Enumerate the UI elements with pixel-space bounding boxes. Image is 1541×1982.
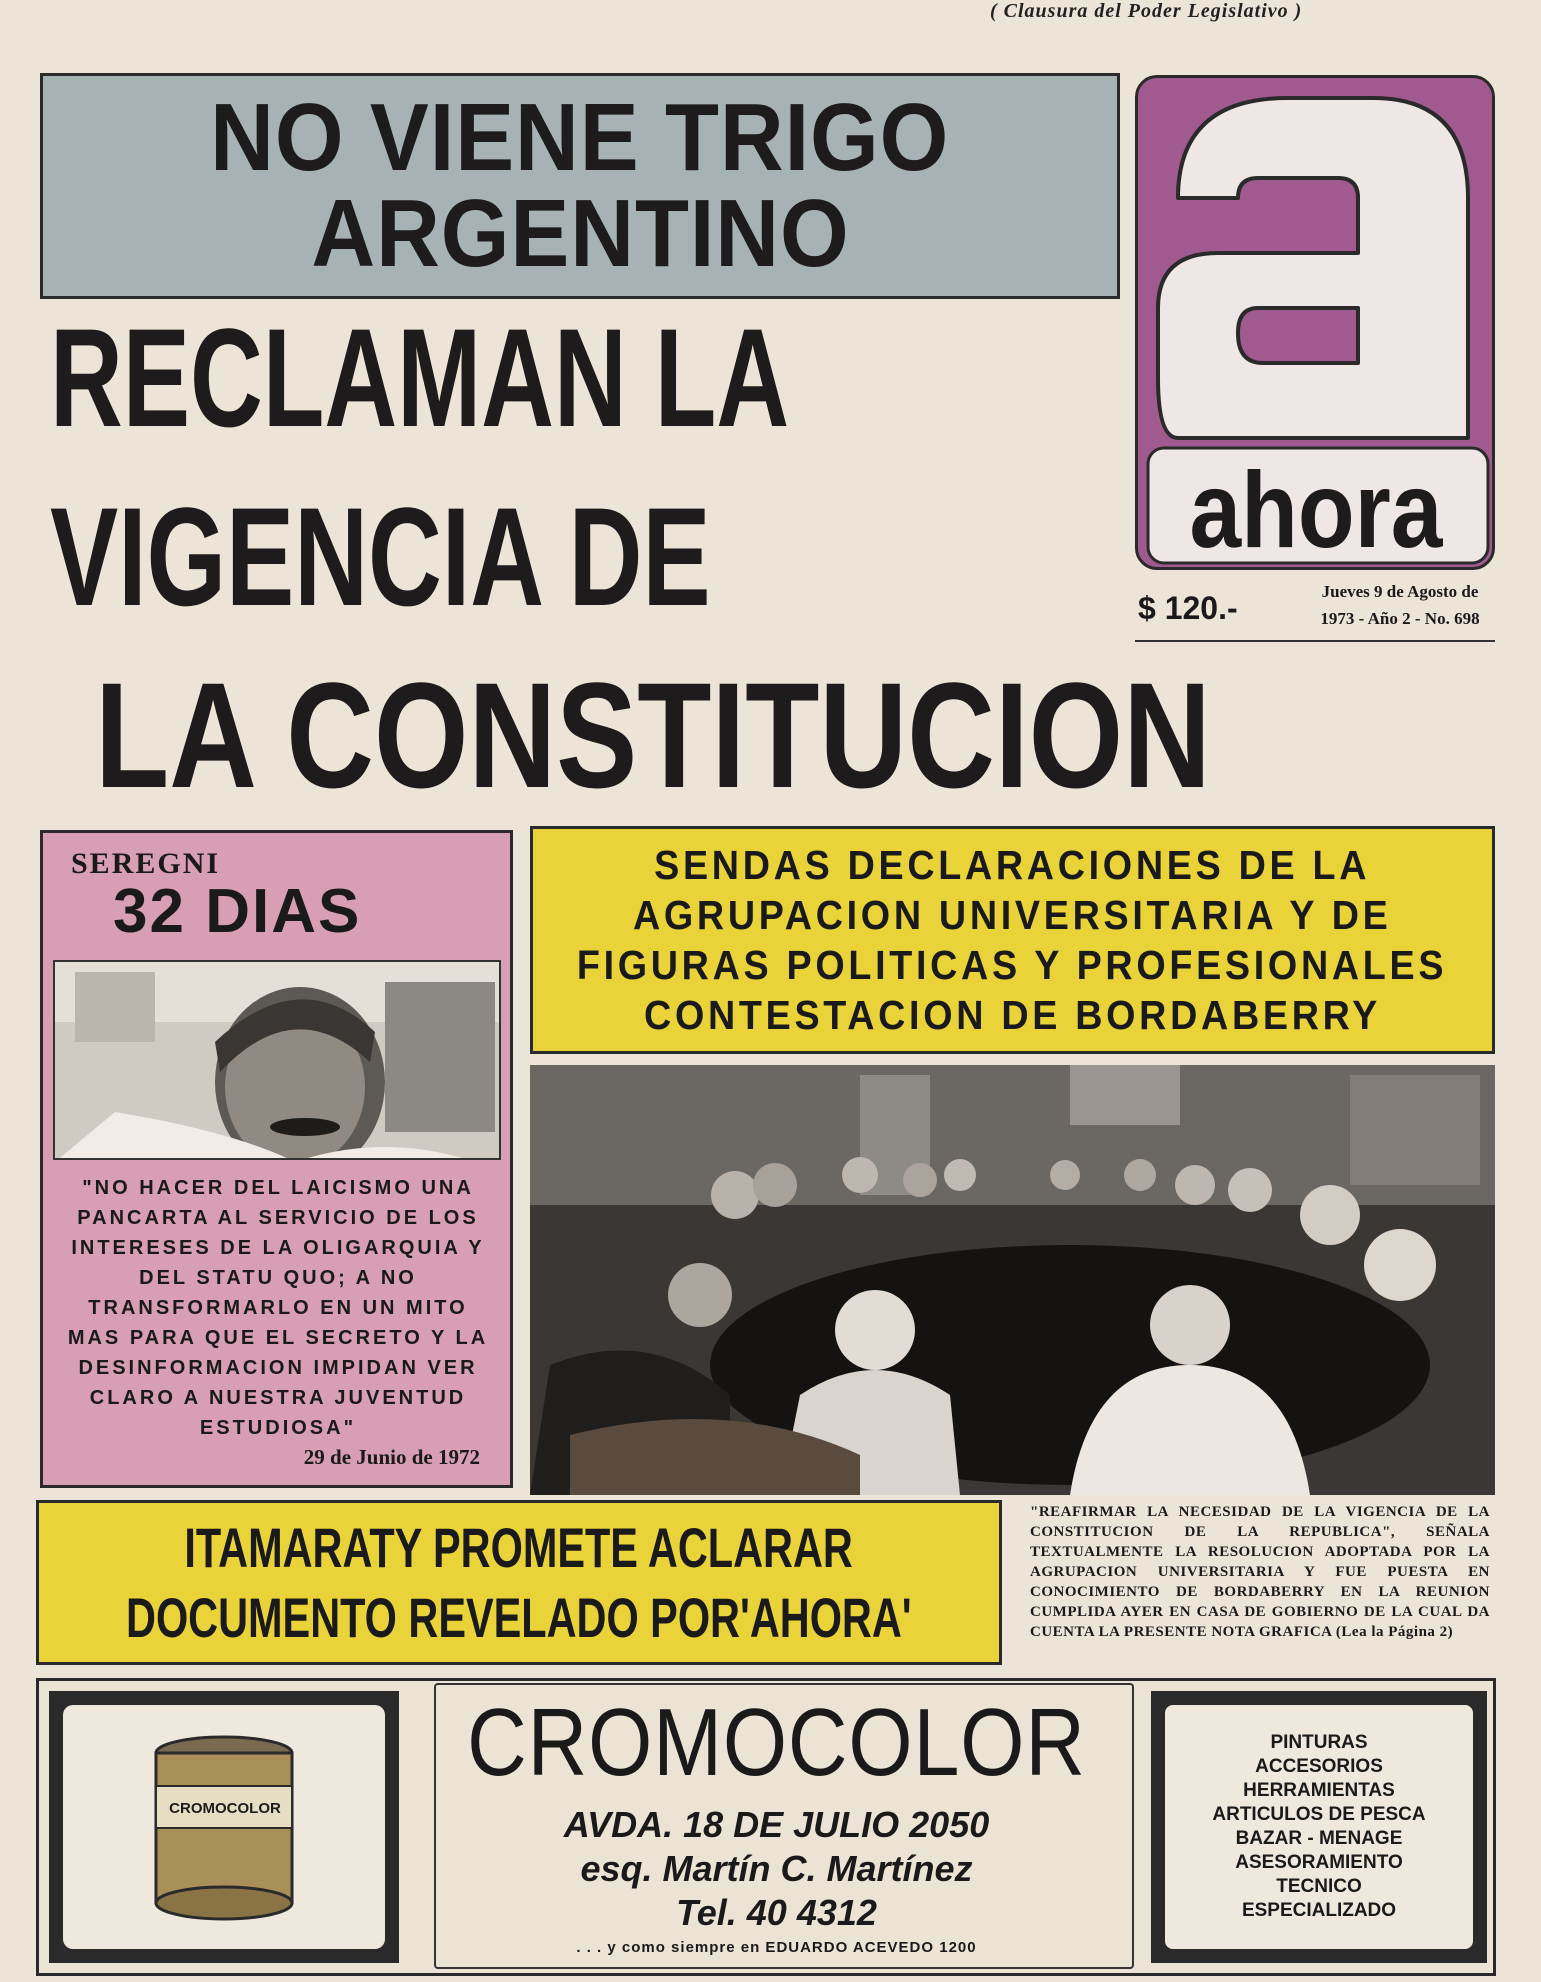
service-item: HERRAMIENTAS <box>1243 1780 1395 1801</box>
ad-address-line-1: AVDA. 18 DE JULIO 2050 <box>563 1804 990 1845</box>
main-headline-line-3: LA CONSTITUCION <box>95 651 1211 819</box>
service-item: ASESORAMIENTO <box>1235 1852 1403 1873</box>
issue-date-line-2: 1973 - Año 2 - No. 698 <box>1320 609 1480 628</box>
ad-brand: CROMOCOLOR <box>467 1689 1086 1796</box>
seregni-box <box>40 830 513 1488</box>
top-strip-text: ( Clausura del Poder Legislativo ) <box>990 0 1303 22</box>
seregni-days: 32 DIAS <box>113 877 362 946</box>
ad-footer: . . . y como siempre en EDUARDO ACEVEDO 1200 <box>576 1939 977 1956</box>
ad-services-list <box>1165 1705 1473 1949</box>
subhead-line-2: AGRUPACION UNIVERSITARIA Y DE <box>633 892 1392 938</box>
service-item: ESPECIALIZADO <box>1241 1900 1397 1921</box>
masthead-logo <box>1135 75 1495 570</box>
headline-wheat-line-2: ARGENTINO <box>310 180 850 287</box>
service-item: TECNICO <box>1276 1876 1362 1897</box>
main-headline-line-2: VIGENCIA DE <box>50 478 711 635</box>
seregni-name: SEREGNI <box>71 847 221 880</box>
seregni-quote: "NO HACER DEL LAICISMO UNA PANCARTA AL SERVICIO DE LOS INTERESES DE LA OLIGARQUIA Y DEL STATU QUO; A NO TRANSFORMARLO EN UN MITO MAS PARA QUE EL SECRETO Y LA DESINFORMACION IMPIDAN VER CLARO A NUESTRA JUVENTUD ESTUDIOSA" <box>67 1177 489 1439</box>
paint-can-panel <box>49 1691 399 1963</box>
cromocolor-ad <box>36 1678 1496 1976</box>
logo-word: ahora <box>1189 449 1443 570</box>
itamaraty-line-2: DOCUMENTO REVELADO POR'AHORA' <box>126 1585 912 1649</box>
photo-caption: "REAFIRMAR LA NECESIDAD DE LA VIGENCIA DE LA CONSTITUCION DE LA REPUBLICA", SEÑALA TEXTUALMENTE LA RESOLUCION ADOPTADA POR LA AGRUPACION UNIVERSITARIA Y FUE PUESTA EN CONOCIMIENTO DE BORDABERRY EN LA REUNION CUMPLIDA AYER EN CASA DE GOBIERNO DE LA CUAL DA CUENTA LA PRESENTE NOTA GRAFICA (Lea la Página 2) <box>1030 1504 1490 1640</box>
service-item: ACCESORIOS <box>1255 1756 1383 1777</box>
headline-wheat-box <box>40 73 1120 299</box>
headline-wheat-line-1: NO VIENE TRIGO <box>210 84 950 191</box>
subhead-declarations-box <box>530 826 1495 1054</box>
paint-can-icon <box>49 1691 399 1963</box>
seregni-portrait-photo <box>53 960 501 1160</box>
itamaraty-line-1: ITAMARATY PROMETE ACLARAR <box>184 1515 854 1579</box>
service-item: ARTICULOS DE PESCA <box>1212 1804 1426 1825</box>
service-item: PINTURAS <box>1270 1732 1368 1753</box>
ad-address <box>404 1803 1149 1935</box>
ad-center <box>404 1681 1149 1973</box>
subhead-line-3: FIGURAS POLITICAS Y PROFESIONALES <box>577 942 1448 988</box>
issue-date-line-1: Jueves 9 de Agosto de <box>1321 582 1479 601</box>
paint-can-label: CROMOCOLOR <box>169 1800 281 1817</box>
ad-services-panel <box>1151 1691 1487 1963</box>
itamaraty-headline-box <box>36 1500 1002 1665</box>
ad-address-line-2: esq. Martín C. Martínez <box>580 1848 973 1889</box>
subhead-line-4: CONTESTACION DE BORDABERRY <box>644 992 1381 1038</box>
masthead-rule <box>1135 640 1495 642</box>
service-item: BAZAR - MENAGE <box>1235 1828 1403 1849</box>
main-headline-line-1: RECLAMAN LA <box>50 299 790 456</box>
meeting-photo <box>530 1065 1495 1495</box>
issue-price: $ 120.- <box>1138 590 1238 626</box>
subhead-line-1: SENDAS DECLARACIONES DE LA <box>654 842 1371 888</box>
seregni-quote-date: 29 de Junio de 1972 <box>303 1445 480 1469</box>
ad-phone: Tel. 40 4312 <box>676 1892 877 1933</box>
issue-date <box>1300 578 1500 632</box>
